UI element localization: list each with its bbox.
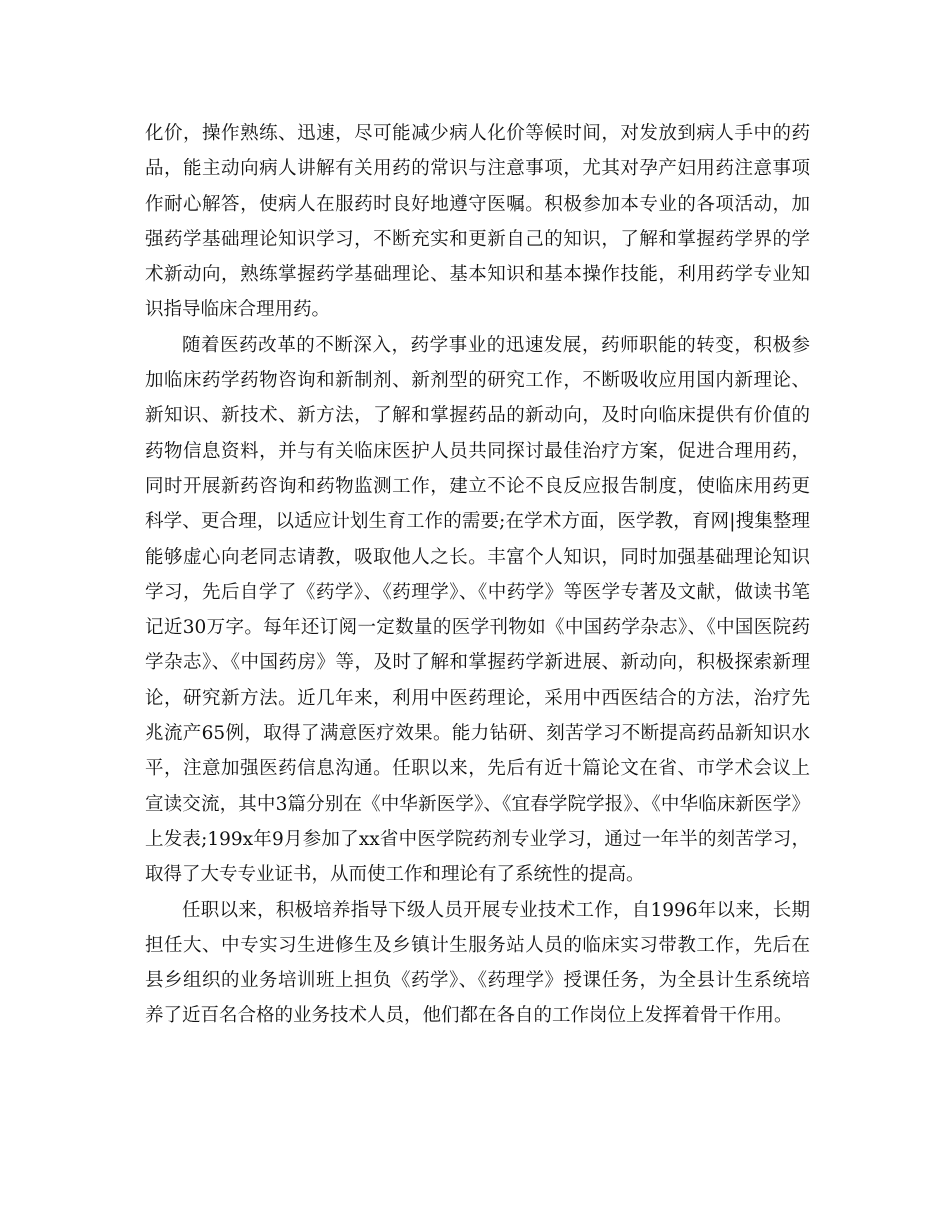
- paragraph-3: 任职以来，积极培养指导下级人员开展专业技术工作，自1996年以来，长期担任大、中专实习生进修生及乡镇计生服务站人员的临床实习带教工作，先后在县乡组织的业务培训班上担负《药学》、《药理学》授课任务，为全县计生系统培养了近百名合格的业务技术人员，他们都在各自的工作岗位上发挥着骨干作用。: [145, 899, 810, 1027]
- paragraph-2: 随着医药改革的不断深入，药学事业的迅速发展，药师职能的转变，积极参加临床药学药物咨询和新制剂、新剂型的研究工作，不断吸收应用国内新理论、新知识、新技术、新方法，了解和掌握药品的新动向，及时向临床提供有价值的药物信息资料，并与有关临床医护人员共同探讨最佳治疗方案，促进合理用药，同时开展新药咨询和药物监测工作，建立不论不良反应报告制度，使临床用药更科学、更合理，以适应计划生育工作的需要;在学术方面，医学教，育网|搜集整理能够虚心向老同志请教，吸取他人之长。丰富个人知识，同时加强基础理论知识学习，先后自学了《药学》、《药理学》、《中药学》等医学专著及文献，做读书笔记近30万字。每年还订阅一定数量的医学刊物如《中国药学杂志》、《中国医院药学杂志》、《中国药房》等，及时了解和掌握药学新进展、新动向，积极探索新理论，研究新方法。近几年来，利用中医药理论，采用中西医结合的方法，治疗先兆流产65例，取得了满意医疗效果。能力钻研、刻苦学习不断提高药品新知识水平，注意加强医药信息沟通。任职以来，先后有近十篇论文在省、市学术会议上宣读交流，其中3篇分别在《中华新医学》、《宜春学院学报》、《中华临床新医学》上发表;199x年9月参加了xx省中医学院药剂专业学习，通过一年半的刻苦学习，取得了大专专业证书，从而使工作和理论有了系统性的提高。: [145, 334, 810, 886]
- document-body: [145, 116, 810, 1034]
- paragraph-1: 化价，操作熟练、迅速，尽可能减少病人化价等候时间，对发放到病人手中的药品，能主动向病人讲解有关用药的常识与注意事项，尤其对孕产妇用药注意事项作耐心解答，使病人在服药时良好地遵守医嘱。积极参加本专业的各项活动，加强药学基础理论知识学习，不断充实和更新自己的知识，了解和掌握药学界的学术新动向，熟练掌握药学基础理论、基本知识和基本操作技能，利用药学专业知识指导临床合理用药。: [145, 123, 810, 321]
